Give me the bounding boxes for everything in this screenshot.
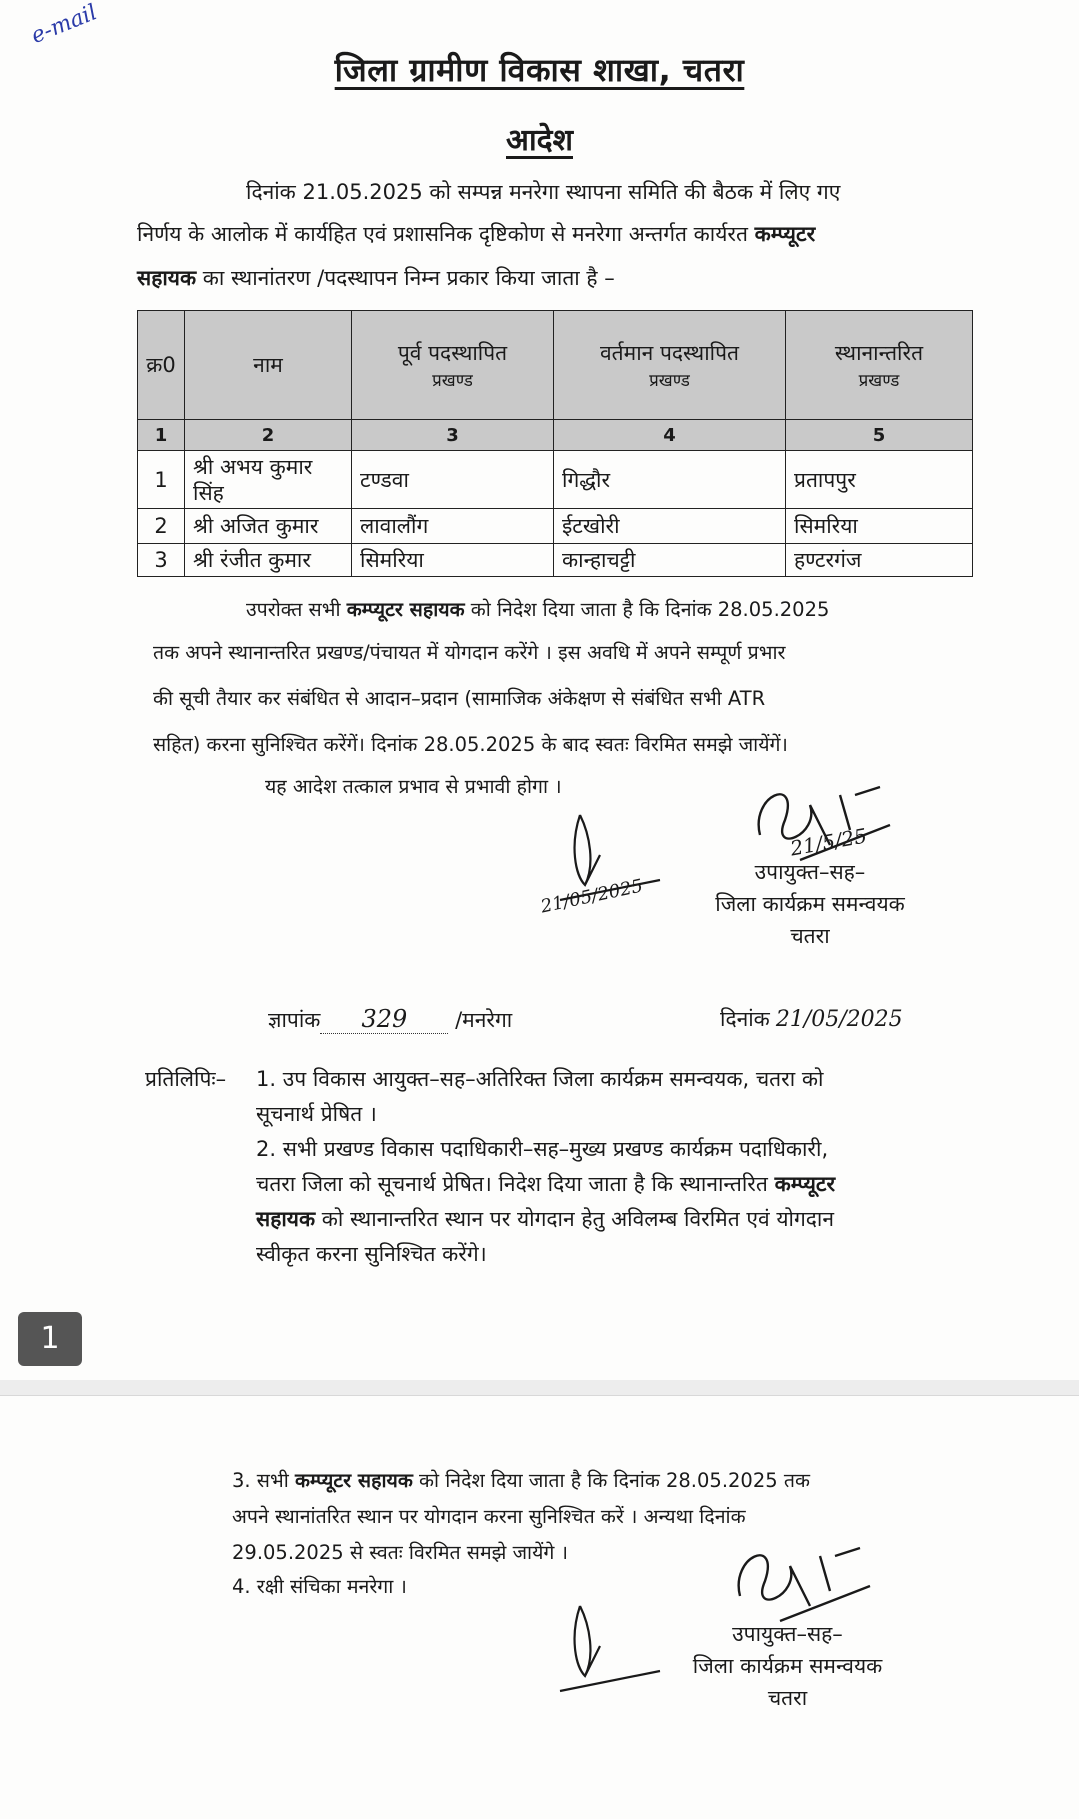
initial-signature-date: 21/05/2025 bbox=[538, 875, 645, 918]
header-current-block: वर्तमान पदस्थापित प्रखण्ड bbox=[554, 311, 786, 420]
body-line-1: उपरोक्त सभी कम्प्यूटर सहायक को निदेश दिया जाता है कि दिनांक 28.05.2025 bbox=[246, 598, 830, 621]
column-number: 1 bbox=[138, 420, 185, 451]
header-previous-block: पूर्व पदस्थापित प्रखण्ड bbox=[352, 311, 554, 420]
header-serial: क्र0 bbox=[138, 311, 185, 420]
table-row bbox=[138, 509, 973, 544]
intro-line-1: दिनांक 21.05.2025 को सम्पन्न मनरेगा स्थापना समिति की बैठक में लिए गए bbox=[246, 180, 841, 204]
officer-signature-date: 21/5/25 bbox=[788, 823, 869, 861]
signatory-block bbox=[690, 856, 930, 952]
row-current-block: गिद्धौर bbox=[554, 451, 786, 509]
item-4-line: 4. रक्षी संचिका मनरेगा । bbox=[232, 1575, 407, 1598]
table-row bbox=[138, 451, 973, 509]
body-line-3: की सूची तैयार कर संबंधित से आदान–प्रदान (सामाजिक अंकेक्षण से संबंधित सभी ATR bbox=[153, 687, 766, 710]
document-subtitle: आदेश bbox=[506, 123, 573, 158]
row-transferred-block: प्रतापपुर bbox=[786, 451, 973, 509]
column-number: 5 bbox=[786, 420, 973, 451]
copy-item-2-line-3: सहायक को स्थानान्तरित स्थान पर योगदान हेतु अविलम्ब विरमित एवं योगदान bbox=[256, 1207, 835, 1231]
table-row bbox=[138, 544, 973, 577]
intro-line-2 bbox=[137, 220, 815, 248]
copy-item-1-line-2: सूचनार्थ प्रेषित । bbox=[256, 1102, 377, 1126]
row-current-block: कान्हाचट्टी bbox=[554, 544, 786, 577]
intro-line-2-text: निर्णय के आलोक में कार्यहित एवं प्रशासनिक दृष्टिकोण से मनरेगा अन्तर्गत कार्यरत bbox=[137, 222, 748, 246]
row-transferred-block: सिमरिया bbox=[786, 509, 973, 544]
signatory-line-3: चतरा bbox=[767, 1686, 808, 1710]
row-previous-block: सिमरिया bbox=[352, 544, 554, 577]
table-header-row bbox=[138, 311, 973, 420]
copy-item-2-line-2: चतरा जिला को सूचनार्थ प्रेषित। निदेश दिया जाता है कि स्थानान्तरित कम्प्यूटर bbox=[256, 1172, 836, 1196]
header-name: नाम bbox=[185, 311, 352, 420]
transfer-table bbox=[137, 310, 973, 577]
row-transferred-block: हण्टरगंज bbox=[786, 544, 973, 577]
memo-date: दिनांक 21/05/2025 bbox=[720, 1007, 903, 1032]
row-name: श्री अभय कुमार सिंह bbox=[185, 451, 352, 509]
column-number: 4 bbox=[554, 420, 786, 451]
item-3-line-1: 3. सभी कम्प्यूटर सहायक को निदेश दिया जाता है कि दिनांक 28.05.2025 तक bbox=[232, 1469, 810, 1492]
item-3-line-3: 29.05.2025 से स्वतः विरमित समझे जायेंगे । bbox=[232, 1541, 568, 1564]
document-title: जिला ग्रामीण विकास शाखा, चतरा bbox=[334, 51, 745, 89]
copy-item-1-line-1: 1. उप विकास आयुक्त–सह–अतिरिक्त जिला कार्यक्रम समन्वयक, चतरा को bbox=[256, 1067, 824, 1091]
memo-number: ज्ञापांक 329 /मनरेगा bbox=[268, 1005, 513, 1033]
row-serial: 1 bbox=[138, 451, 185, 509]
memo-date-value: 21/05/2025 bbox=[775, 1007, 903, 1032]
row-serial: 3 bbox=[138, 544, 185, 577]
row-previous-block: लावालौंग bbox=[352, 509, 554, 544]
copy-label: प्रतिलिपिः– bbox=[145, 1067, 227, 1091]
memo-number-value: 329 bbox=[320, 1005, 448, 1034]
body-effect-line: यह आदेश तत्काल प्रभाव से प्रभावी होगा । bbox=[265, 775, 562, 798]
body-line-4: सहित) करना सुनिश्चित करेंगें। दिनांक 28.05.2025 के बाद स्वतः विरमित समझे जायेंगें। bbox=[153, 733, 788, 756]
intro-line-2-bold: कम्प्यूटर bbox=[754, 222, 816, 246]
item-3-line-2: अपने स्थानांतरित स्थान पर योगदान करना सुनिश्चित करें । अन्यथा दिनांक bbox=[232, 1505, 746, 1528]
signatory-line-1: उपायुक्त–सह– bbox=[754, 860, 866, 884]
initial-signature-page-2 bbox=[540, 1596, 670, 1706]
page-number-badge[interactable]: 1 bbox=[18, 1312, 82, 1366]
row-name: श्री रंजीत कुमार bbox=[185, 544, 352, 577]
row-previous-block: टण्डवा bbox=[352, 451, 554, 509]
row-serial: 2 bbox=[138, 509, 185, 544]
table-column-number-row bbox=[138, 420, 973, 451]
column-number: 2 bbox=[185, 420, 352, 451]
signatory-line-3: चतरा bbox=[790, 924, 830, 948]
email-handwritten-note: e-mail bbox=[27, 0, 101, 49]
intro-line-3 bbox=[137, 264, 615, 292]
signatory-line-2: जिला कार्यक्रम समन्वयक bbox=[692, 1654, 883, 1678]
intro-line-3-bold: सहायक bbox=[137, 266, 197, 290]
signatory-line-2: जिला कार्यक्रम समन्वयक bbox=[715, 892, 905, 916]
column-number: 3 bbox=[352, 420, 554, 451]
copy-item-2-line-1: 2. सभी प्रखण्ड विकास पदाधिकारी–सह–मुख्य प्रखण्ड कार्यक्रम पदाधिकारी, bbox=[256, 1137, 829, 1161]
header-transferred-block: स्थानान्तरित प्रखण्ड bbox=[786, 311, 973, 420]
row-name: श्री अजित कुमार bbox=[185, 509, 352, 544]
body-line-2: तक अपने स्थानान्तरित प्रखण्ड/पंचायत में योगदान करेंगे । इस अवधि में अपने सम्पूर्ण प्रभार bbox=[153, 641, 786, 664]
intro-line-3-text: का स्थानांतरण /पदस्थापन निम्न प्रकार किया जाता है – bbox=[202, 266, 615, 290]
row-current-block: ईटखोरी bbox=[554, 509, 786, 544]
signatory-block-page-2 bbox=[665, 1618, 910, 1714]
document-page-2 bbox=[0, 1395, 1079, 1819]
signatory-line-1: उपायुक्त–सह– bbox=[732, 1622, 843, 1646]
page-separator bbox=[0, 1380, 1079, 1395]
copy-item-2-line-4: स्वीकृत करना सुनिश्चित करेंगे। bbox=[256, 1242, 487, 1266]
